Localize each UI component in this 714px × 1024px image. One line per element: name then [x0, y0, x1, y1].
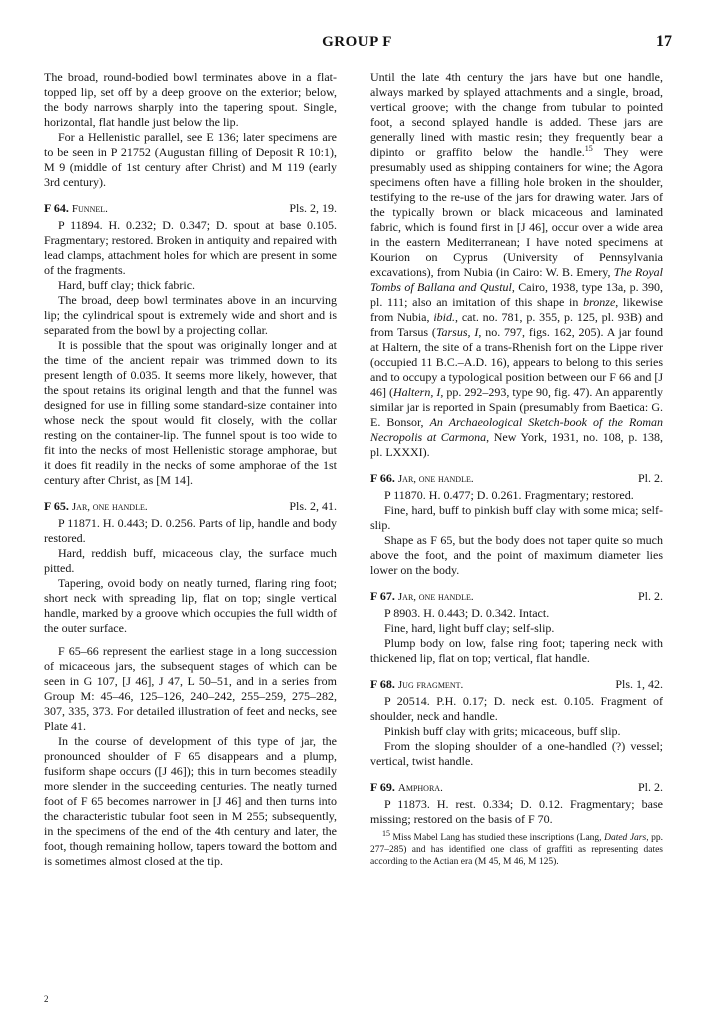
italic-title: Haltern, I [393, 385, 441, 399]
entry-paragraph: P 11873. H. rest. 0.334; D. 0.12. Fragmentary; base missing; restored on the basis of F 70. [370, 797, 663, 826]
entry-paragraph: P 11871. H. 0.443; D. 0.256. Parts of lip, handle and body restored. [44, 516, 337, 545]
entry-number: F 65. [44, 499, 69, 513]
plate-reference: Pl. 2. [637, 471, 663, 485]
entry-paragraph: P 20514. P.H. 0.17; D. neck est. 0.105. Fragment of shoulder, neck and handle. [370, 694, 663, 723]
intro-paragraph: For a Hellenistic parallel, see E 136; later specimens are to be seen in P 21752 (Augustan filling of Deposit R 10:1), M 9 (middle of 1st century after Christ) and M 119 (early 3rd century). [44, 130, 337, 189]
entry-name: Amphora. [397, 782, 443, 794]
entry-paragraph: In the course of development of this type of jar, the pronounced shoulder of F 65 disappears and a plump, fusiform shape occurs ([J 46]); this in turn becomes steadily more slender in the succeeding centuries. The neatly turned foot of F 65 becomes narrower in [J 46] and then turns into the characteristic tubular foot seen in M 255; subsequently, in the specimens of the end of the 4th century and later, the foot, though remaining hollow, tapers toward the bottom and is sometimes almost closed at the tip. [44, 734, 337, 868]
text-run: , New York, 1931, no. 108, p. 138, pl. LXXXI). [370, 430, 663, 459]
page-number: 17 [656, 33, 672, 50]
entry-paragraph: Pinkish buff clay with grits; micaceous, buff slip. [384, 724, 621, 738]
italic-title: An Archaeological Sketch-book of the Roman Necropolis at Carmona [370, 415, 663, 444]
entry-paragraph: It is possible that the spout was originally longer and at the time of the ancient repair was trimmed down to its present length of 0.035. It seems more likely, however, that the spout retains its original length and that the funnel was designed for use in filling some standard-size container into whose neck the spout would fit closely, with the collar resting on the container-lip. The funnel spout is too wide to fit into the necks of most Hellenistic storage amphorae, but it does fit readily in the necks of some amphorae of the 1st century after Christ, as [M 14]. [44, 338, 337, 487]
left-column [44, 70, 337, 869]
catalogue-entry-heading [44, 201, 337, 217]
footnote-mark: 15 [382, 828, 390, 838]
entry-number: F 64. [44, 201, 69, 215]
entry-paragraph: The broad, deep bowl terminates above in an incurving lip; the cylindrical spout is extremely wide and short and is separated from the bowl by a projecting collar. [44, 293, 337, 337]
text-run: , no. 797, figs. 162, 205). A jar found at Haltern, the site of a trans-Rhenish fort on the Lippe river (occupied 11 B.C.–A.D. 16), appears to belong to this series and to occupy a typological position between our F 66 and [J 46] ( [370, 325, 664, 399]
entry-paragraph: Plump body on low, false ring foot; tapering neck with thickened lip, flat on top; vertical, flat handle. [370, 636, 663, 665]
text-run: Miss Mabel Lang has studied these inscriptions (Lang, [390, 833, 605, 843]
text-run: , pp. 292–293, type 90, fig. 47). An apparently similar jar is reported in Spain (presumably from Baetica: G. E. Bonsor, [370, 385, 664, 429]
entry-paragraph: Fine, hard, light buff clay; self-slip. [384, 621, 555, 635]
plate-reference: Pl. 2. [637, 589, 663, 603]
entry-paragraph: From the sloping shoulder of a one-handled (?) vessel; vertical, twist handle. [370, 739, 663, 768]
italic-title: Tarsus, I [435, 325, 479, 339]
text-run: , Cairo, 1938, type 13a, p. 390, pl. 111; also an imitation of this shape in [370, 280, 663, 309]
text-run: , cat. no. 781, p. 355, p. 125, pl. 93B) and from Tarsus ( [370, 310, 663, 339]
italic-title: The Royal Tombs of Ballana and Qustul [370, 265, 663, 294]
entry-paragraph: Hard, buff clay; thick fabric. [58, 278, 196, 292]
entry-name: Jar, one handle. [397, 591, 474, 603]
entry-paragraph: P 8903. H. 0.443; D. 0.342. Intact. [384, 606, 550, 620]
entry-paragraph: F 65–66 represent the earliest stage in a long succession of micaceous jars, the subsequent stages of which can be seen in G 107, [J 46], J 47, L 50–51, and in a series from Group M: 45–46, 125–126, 240–242, 255–259, 275–282, 307, 335, 373. For detailed illustration of feet and necks, see Plate 41. [44, 644, 337, 733]
text-run: , pp. 277–285) and has identified one class of graffiti as representing dates according to the Actian era (M 45, M 46, M 125). [370, 833, 664, 867]
entry-paragraph: P 11870. H. 0.477; D. 0.261. Fragmentary; restored. [384, 488, 634, 502]
italic-term: bronze [583, 295, 616, 309]
entry-name: Jug fragment. [397, 679, 464, 691]
entry-name: Funnel. [71, 203, 108, 215]
entry-paragraph: Fine, hard, buff to pinkish buff clay with some mica; self-slip. [370, 503, 663, 532]
catalogue-entry-heading [370, 780, 663, 796]
right-column [370, 70, 663, 868]
plate-reference: Pls. 2, 19. [289, 201, 337, 215]
entry-number: F 69. [370, 780, 395, 794]
text-run: They were presumably used as shipping containers for wine; the Agora specimens often have a filling hole broken in the shoulder, testifying to the re-use of the jars for drawing water. Jars of the typically brown or black micaceous and laminated fabric, which is found first in [J 46], occur over a wide area in the eastern Mediterranean; I have noted specimens at Kourion on Cyprus (University of Pennsylvania excavations), from Nubia (in Cairo: W. B. Emery, [370, 145, 663, 279]
entry-paragraph: Tapering, ovoid body on neatly turned, flaring ring foot; short neck with spreading lip, flat on top; single vertical handle, marked by a groove which occupies the full width of the outer surface. [44, 576, 337, 635]
catalogue-entry-heading [370, 677, 663, 693]
continued-paragraph [370, 70, 663, 460]
catalogue-entry-heading [370, 471, 663, 487]
entry-name: Jar, one handle. [397, 473, 474, 485]
entry-number: F 68. [370, 677, 395, 691]
text-run: Until the late 4th century the jars have but one handle, always marked by splayed attachments and a single, broad, vertical groove; with the change from tubular to pointed foot, a second splayed handle is added. These jars are generally lined with mastic resin; they frequently bear a dipinto or graffito below the handle. [370, 70, 663, 159]
footnote [370, 828, 664, 868]
entry-number: F 67. [370, 589, 395, 603]
intro-paragraph: The broad, round-bodied bowl terminates above in a flat-topped lip, set off by a deep groove on the exterior; below, the body narrows sharply into the tapering spout. Single, horizontal, flat handle just below the lip. [44, 70, 337, 129]
plate-reference: Pl. 2. [637, 780, 663, 794]
catalogue-entry-heading [44, 499, 337, 515]
entry-paragraph: Shape as F 65, but the body does not taper quite so much above the foot, and the point of maximum diameter lies lower on the body. [370, 533, 663, 577]
italic-title: Dated Jars [604, 833, 647, 843]
plate-reference: Pls. 2, 41. [289, 499, 337, 513]
catalogue-entry-heading [370, 589, 663, 605]
italic-term: ibid. [433, 310, 455, 324]
entry-paragraph: P 11894. H. 0.232; D. 0.347; D. spout at base 0.105. Fragmentary; restored. Broken in antiquity and repaired with lead clamps, attachment holes for which are present in some of the fragments. [44, 218, 337, 277]
entry-number: F 66. [370, 471, 395, 485]
entry-paragraph: Hard, reddish buff, micaceous clay, the surface much pitted. [44, 546, 337, 575]
running-header-title: GROUP F [322, 34, 392, 50]
text-run: , likewise from Nubia, [370, 295, 663, 324]
entry-name: Jar, one handle. [71, 501, 148, 513]
signature-mark: 2 [44, 994, 49, 1004]
footnote-reference: 15 [584, 144, 593, 153]
plate-reference: Pls. 1, 42. [615, 677, 663, 691]
